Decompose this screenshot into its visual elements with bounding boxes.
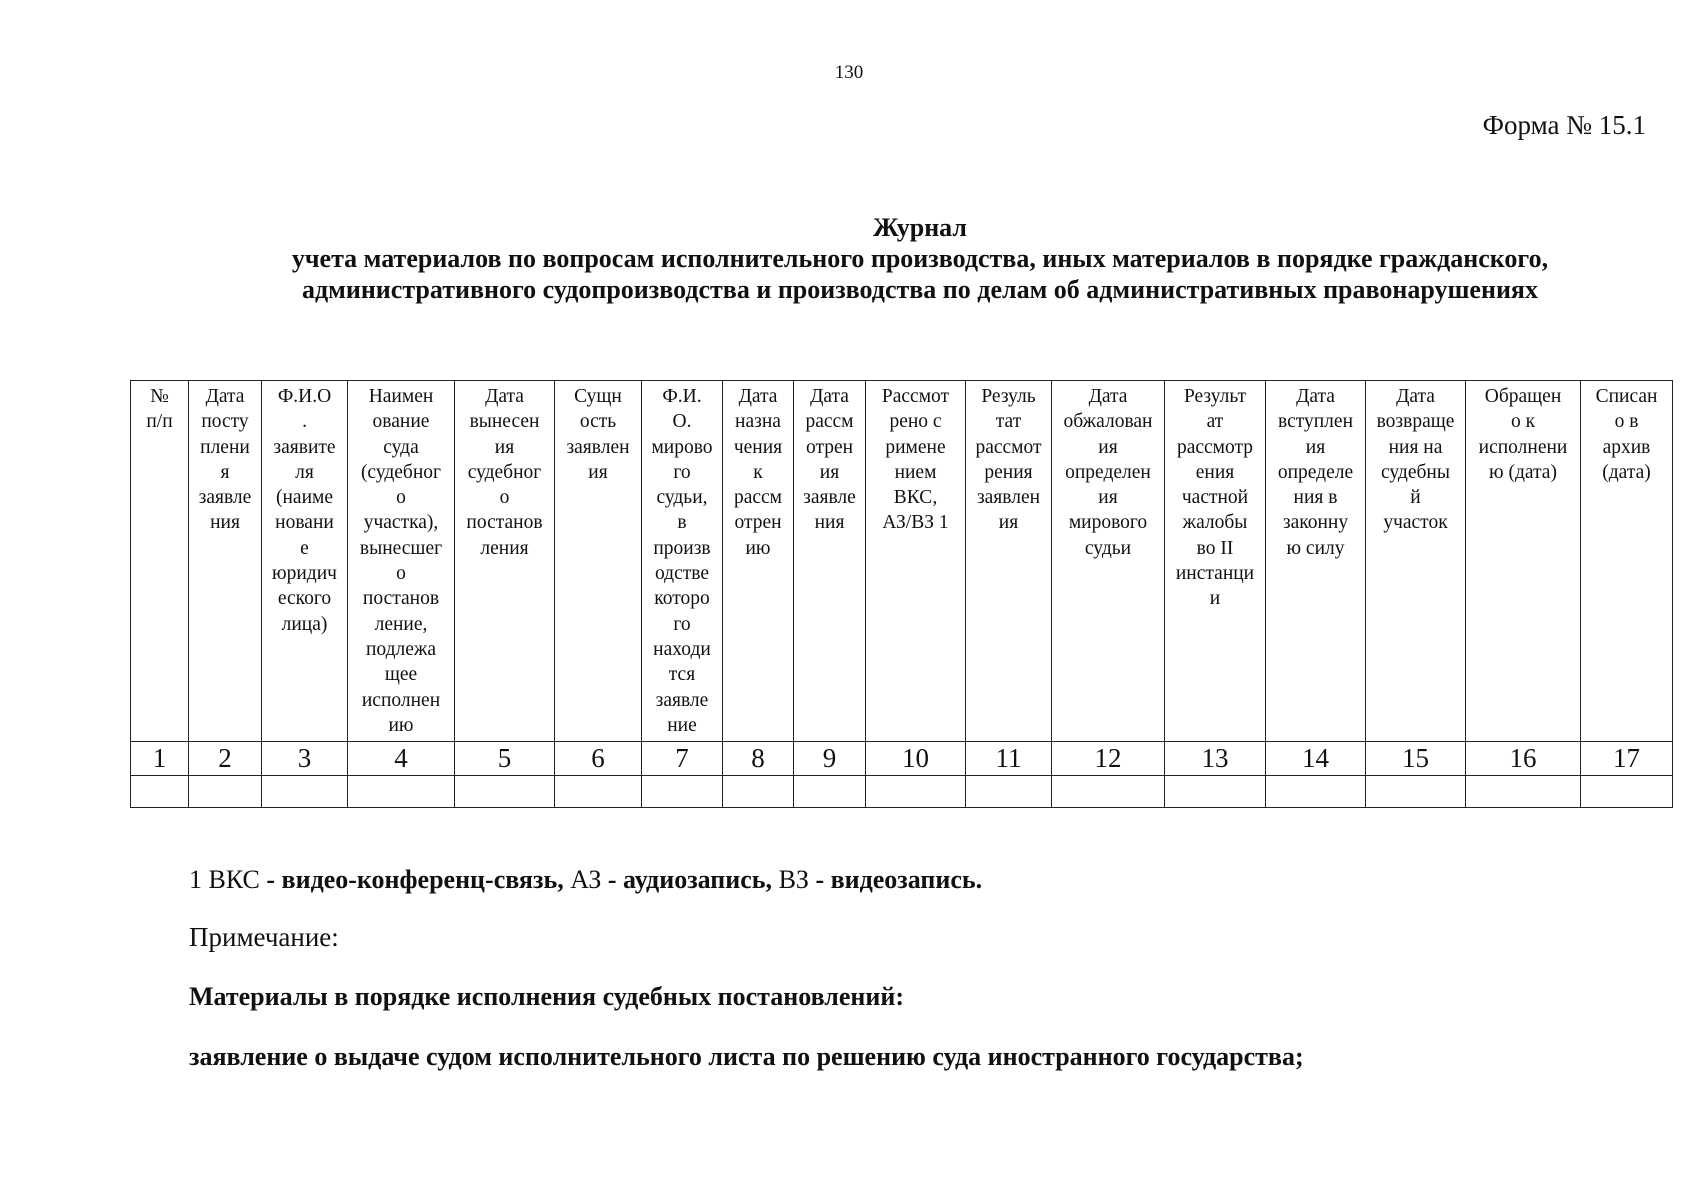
column-number-cell: 17 xyxy=(1581,742,1673,776)
empty-cell xyxy=(455,776,555,808)
column-number-cell: 15 xyxy=(1366,742,1466,776)
header-cell: Ф.И. О. мирово го судьи, в произв одстве которо го находи тся заявле ние xyxy=(642,381,723,742)
empty-cell xyxy=(966,776,1052,808)
header-cell: Резуль тат рассмот рения заявлен ия xyxy=(966,381,1052,742)
title-line-1: Журнал xyxy=(873,213,967,242)
empty-cell xyxy=(1581,776,1673,808)
column-number-cell: 14 xyxy=(1266,742,1366,776)
empty-cell xyxy=(1165,776,1266,808)
column-number-cell: 7 xyxy=(642,742,723,776)
column-number-cell: 6 xyxy=(555,742,642,776)
column-number-cell: 9 xyxy=(794,742,866,776)
header-cell: Рассмот рено с римене нием ВКС, АЗ/ВЗ 1 xyxy=(866,381,966,742)
footnote-text: 1 ВКС xyxy=(189,865,267,894)
column-number-cell: 11 xyxy=(966,742,1052,776)
footnote-text-bold: - видео-конференц-связь, xyxy=(266,865,564,894)
footnote-text: ВЗ xyxy=(772,865,816,894)
empty-cell xyxy=(348,776,455,808)
header-cell: Сущн ость заявлен ия xyxy=(555,381,642,742)
empty-cell xyxy=(131,776,189,808)
header-cell: Списан о в архив (дата) xyxy=(1581,381,1673,742)
form-number: Форма № 15.1 xyxy=(1482,110,1646,140)
column-number-cell: 1 xyxy=(131,742,189,776)
column-number-cell: 3 xyxy=(262,742,348,776)
footnote-text-bold: - аудиозапись, xyxy=(607,865,773,894)
page-number: 130 xyxy=(834,62,864,83)
column-number-cell: 16 xyxy=(1466,742,1581,776)
header-cell: Дата рассм отрен ия заявле ния xyxy=(794,381,866,742)
header-cell: № п/п xyxy=(131,381,189,742)
empty-cell xyxy=(1466,776,1581,808)
empty-cell xyxy=(262,776,348,808)
header-cell: Дата обжалован ия определен ия мирового судьи xyxy=(1052,381,1165,742)
column-number-cell: 13 xyxy=(1165,742,1266,776)
header-cell: Наимен ование суда (судебног о участка), вынесшег о постанов ление, подлежа щее исполнен ию xyxy=(348,381,455,742)
title-line-2: учета материалов по вопросам исполнительного производства, иных материалов в порядке гражданского, xyxy=(291,244,1549,273)
empty-cell xyxy=(723,776,794,808)
column-number-cell: 2 xyxy=(189,742,262,776)
header-cell: Дата назна чения к рассм отрен ию xyxy=(723,381,794,742)
header-cell: Дата вступлен ия определе ния в законну ю силу xyxy=(1266,381,1366,742)
empty-cell xyxy=(1366,776,1466,808)
header-cell: Дата посту плени я заявле ния xyxy=(189,381,262,742)
header-cell: Дата вынесен ия судебног о постанов ления xyxy=(455,381,555,742)
header-cell: Дата возвраще ния на судебны й участок xyxy=(1366,381,1466,742)
empty-cell xyxy=(642,776,723,808)
empty-cell xyxy=(555,776,642,808)
journal-table xyxy=(130,380,1673,808)
materials-heading: Материалы в порядке исполнения судебных постановлений: xyxy=(189,982,904,1011)
footnote-text: АЗ xyxy=(563,865,608,894)
column-number-cell: 10 xyxy=(866,742,966,776)
footnote-text-bold: - видеозапись. xyxy=(815,865,983,894)
column-number-row xyxy=(131,742,1673,776)
column-number-cell: 4 xyxy=(348,742,455,776)
journal-title xyxy=(120,212,1698,305)
empty-entry-row xyxy=(131,776,1673,808)
column-number-cell: 12 xyxy=(1052,742,1165,776)
header-cell: Результ ат рассмотр ения частной жалобы во II инстанци и xyxy=(1165,381,1266,742)
empty-cell xyxy=(866,776,966,808)
application-line: заявление о выдаче судом исполнительного листа по решению суда иностранного государства; xyxy=(189,1042,1304,1071)
title-line-3: административного судопроизводства и производства по делам об административных правонарушениях xyxy=(301,275,1538,304)
note-label: Примечание: xyxy=(189,922,339,952)
empty-cell xyxy=(1052,776,1165,808)
empty-cell xyxy=(1266,776,1366,808)
header-row xyxy=(131,381,1673,742)
header-cell: Обращен о к исполнени ю (дата) xyxy=(1466,381,1581,742)
empty-cell xyxy=(794,776,866,808)
column-number-cell: 8 xyxy=(723,742,794,776)
column-number-cell: 5 xyxy=(455,742,555,776)
empty-cell xyxy=(189,776,262,808)
footnote xyxy=(189,865,982,895)
header-cell: Ф.И.О . заявите ля (наиме новани е юридич еского лица) xyxy=(262,381,348,742)
